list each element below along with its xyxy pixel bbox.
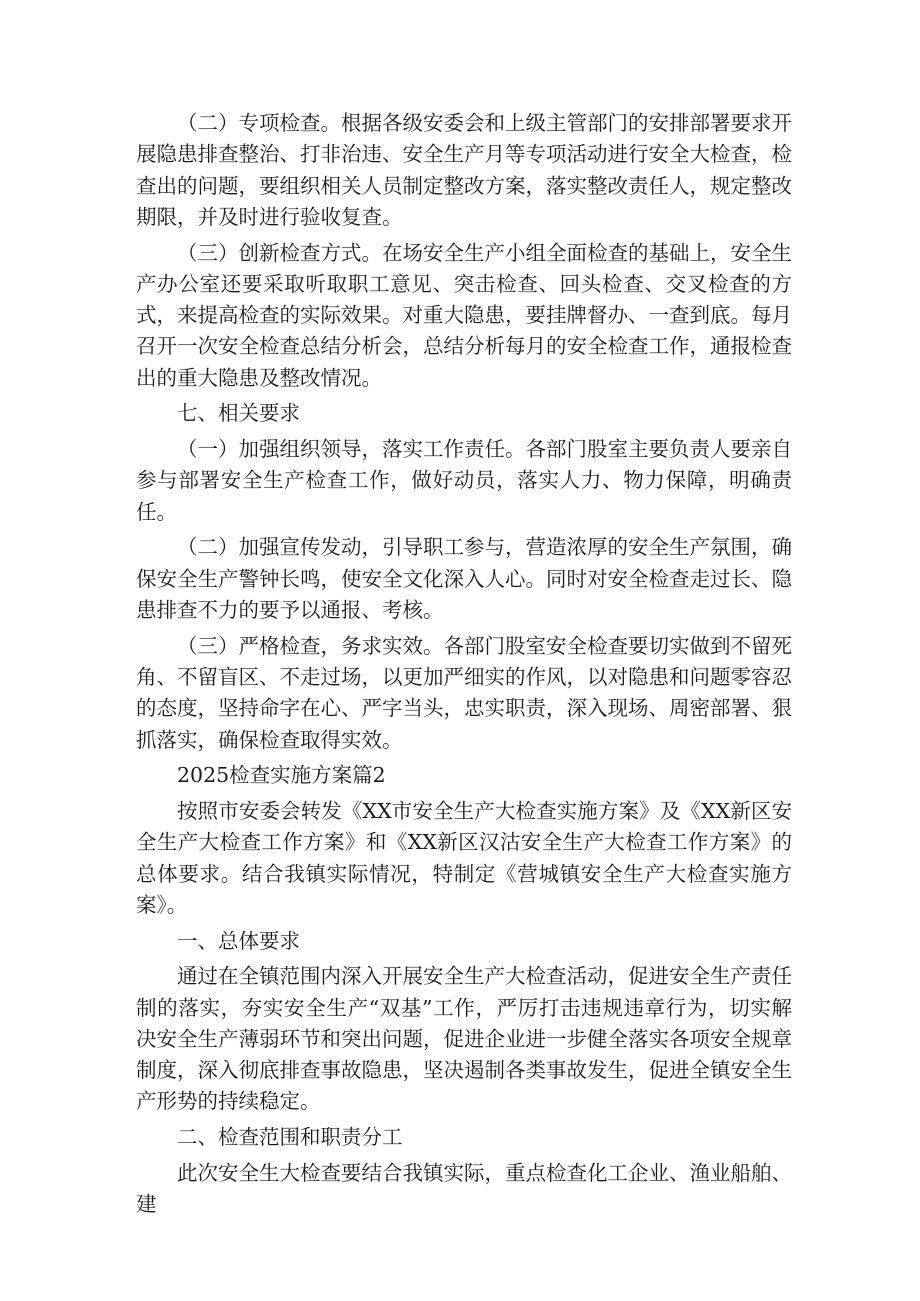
paragraph-innovative-inspection: （三）创新检查方式。在场安全生产小组全面检查的基础上，安全生产办公室还要采取听取职工意见、突击检查、回头检查、交叉检查的方式，来提高检查的实际效果。对重大隐患，要挂牌督办、一查到底。每月召开一次安全检查总结分析会，总结分析每月的安全检查工作，通报检查出的重大隐患及整改情况。 [136,240,792,390]
paragraph-general-requirements: 通过在全镇范围内深入开展安全生产大检查活动，促进安全生产责任制的落实，夯实安全生产“双基”工作，严厉打击违规违章行为，切实解决安全生产薄弱环节和突出问题，促进企业进一步健全落实各项安全规章制度，深入彻底排查事故隐患，坚决遏制各类事故发生，促进全镇安全生产形势的持续稳定。 [136,964,792,1114]
section-heading-requirements: 七、相关要求 [177,401,300,426]
section-heading-general-requirements: 一、总体要求 [177,928,300,953]
paragraph-scope: 此次安全生大检查要结合我镇实际，重点检查化工企业、渔业船舶、建 [136,1160,792,1217]
paragraph-basis: 按照市安委会转发《XX市安全生产大检查实施方案》及《XX新区安全生产大检查工作方案》和《XX新区汉沽安全生产大检查工作方案》的总体要求。结合我镇实际情况，特制定《营城镇安全生产大检查实施方案》。 [136,798,792,917]
document-body [136,108,792,1225]
section-heading-scope: 二、检查范围和职责分工 [177,1125,403,1150]
paragraph-publicity: （二）加强宣传发动，引导职工参与，营造浓厚的安全生产氛围，确保安全生产警钟长鸣，使安全文化深入人心。同时对安全检查走过长、隐患排查不力的要予以通报、考核。 [136,535,792,623]
paragraph-special-inspection: （二）专项检查。根据各级安委会和上级主管部门的安排部署要求开展隐患排查整治、打非治违、安全生产月等专项活动进行安全大检查，检查出的问题，要组织相关人员制定整改方案，落实整改责任人，规定整改期限，并及时进行验收复查。 [136,111,792,229]
paragraph-organization-leadership: （一）加强组织领导，落实工作责任。各部门股室主要负责人要亲自参与部署安全生产检查工作，做好动员，落实人力、物力保障，明确责任。 [136,437,792,524]
section-heading-plan-2: 2025检查实施方案篇2 [177,763,386,788]
paragraph-strict-inspection: （三）严格检查，务求实效。各部门股室安全检查要切实做到不留死角、不留盲区、不走过场，以更加严细实的作风，以对隐患和问题零容忍的态度，坚持命字在心、严字当头，忠实职责，深入现场、周密部署、狠抓落实，确保检查取得实效。 [136,633,792,752]
